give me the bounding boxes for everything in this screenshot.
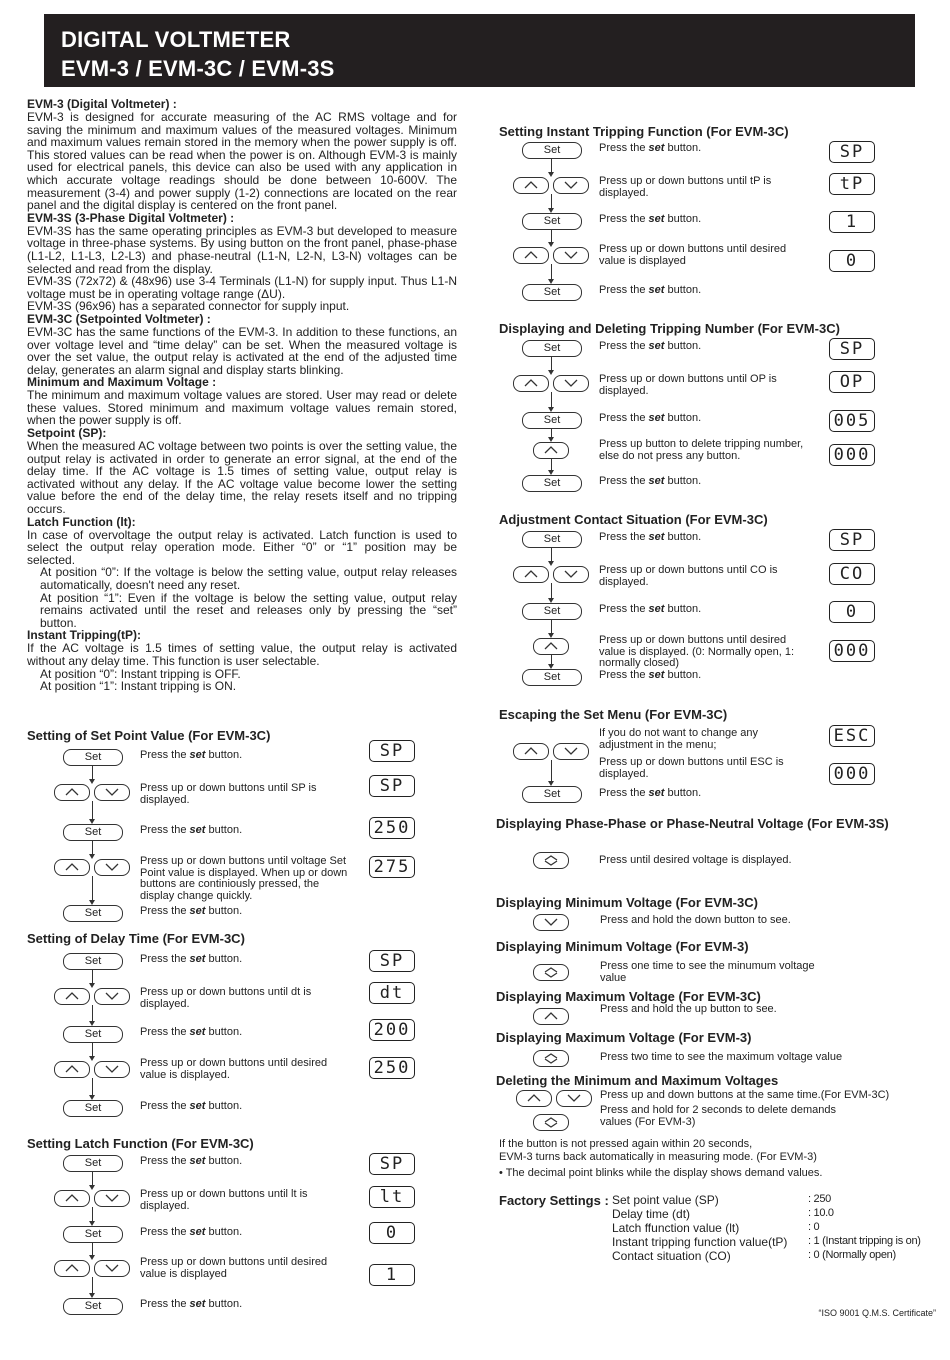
flow-line (92, 801, 93, 820)
up-down-buttons (513, 375, 589, 392)
intro-paragraph: EVM-3 is designed for accurate measuring of the AC RMS voltage and for saving the minimum and maximum values of the measured voltages. Minimum and maximum values remain stored in the memory when the power supply is off. This stored values can be read when the power is on. Although EVM-3 is mainly used for electrical panels, this device can also be used with any application in which accurate voltage readings should be done between 10-600V. The measurement (3-4) and power supply (1-2) connections are located on the rear panel and the digital display is centered on the front panel. (27, 110, 457, 213)
step-description: Press up or down buttons until voltage Set Point value is displayed. When up or down buttons are continiously pressed, the display change quickly. (140, 855, 348, 902)
set-button[interactable]: Set (63, 749, 123, 766)
up-button[interactable] (54, 1190, 90, 1207)
set-button[interactable]: Set (522, 284, 582, 301)
display-readout: SP (369, 950, 415, 972)
flow-line (551, 264, 552, 280)
section-title: Setting of Delay Time (For EVM-3C) (27, 931, 245, 946)
step-description: Press the set button. (140, 1026, 243, 1038)
chevron-up-icon (524, 746, 538, 756)
section-title: Displaying Maximum Voltage (For EVM-3) (496, 1030, 752, 1045)
up-button[interactable] (513, 566, 549, 583)
set-button[interactable]: Set (522, 603, 582, 620)
flow-line (551, 356, 552, 371)
flow-line (551, 547, 552, 562)
flow-line (92, 1042, 93, 1057)
intro-paragraph: At position “1”: Instant tripping is ON. (40, 679, 237, 694)
step-description: Press the set button. (599, 142, 702, 154)
chevron-up-icon (524, 378, 538, 388)
up-button[interactable] (513, 743, 549, 760)
display-readout: 200 (369, 1019, 415, 1041)
down-button[interactable] (553, 566, 589, 583)
section-title: Adjustment Contact Situation (For EVM-3C) (499, 512, 768, 527)
factory-setting-name: Instant tripping function value(tP) (612, 1235, 788, 1249)
step-description: Press and hold the up button to see. (600, 1003, 777, 1015)
display-readout: 000 (829, 763, 875, 785)
flow-line (92, 1277, 93, 1294)
flow-line (92, 765, 93, 780)
down-button[interactable] (94, 988, 130, 1005)
chevron-down-icon (564, 746, 578, 756)
factory-setting-value: : 0 (808, 1221, 820, 1233)
display-readout: 250 (369, 1057, 415, 1079)
step-description: Press the set button. (599, 531, 702, 543)
set-button[interactable]: Set (522, 531, 582, 548)
up-down-buttons (513, 247, 589, 264)
step-description: Press the set button. (140, 905, 243, 917)
step-description: Press the set button. (599, 475, 702, 487)
display-readout: 250 (369, 817, 415, 839)
down-button[interactable] (94, 1061, 130, 1078)
chevron-down-icon (564, 180, 578, 190)
step-description: Press up or down buttons until dt is displayed. (140, 986, 312, 1010)
step-description: If you do not want to change any adjustment in the menu; (599, 727, 759, 751)
display-readout: tP (829, 173, 875, 195)
down-button[interactable] (553, 177, 589, 194)
factory-setting-name: Contact situation (CO) (612, 1249, 731, 1263)
step-description: Press the set button. (599, 669, 702, 681)
set-button[interactable]: Set (522, 142, 582, 159)
factory-setting-value: : 0 (Normally open) (808, 1249, 896, 1261)
section-title: Displaying and Deleting Tripping Number (For EVM-3C) (499, 321, 840, 336)
down-button[interactable] (94, 1190, 130, 1207)
intro-paragraph: EVM-3S has the same operating principles as EVM-3 but developed to measure voltage in three-phase systems. By using button on the front panel, phase-phase (L1-L2, L1-L3, L2-L3) and phase-neutral (L1-N, L2-N, L3-N) voltages can be selected and read from the display. (27, 223, 457, 276)
display-readout: 005 (829, 410, 875, 432)
updown-button[interactable] (533, 1114, 569, 1131)
step-description: Press the set button. (140, 1226, 243, 1238)
step-description: Press the set button. (599, 603, 702, 615)
up-button[interactable] (516, 1090, 552, 1107)
step-description: Press up or down buttons until OP is displayed. (599, 373, 777, 397)
up-down-buttons (54, 859, 130, 876)
intro-heading: Latch Function (lt): (27, 514, 136, 529)
step-description: Press up and down buttons at the same time.(For EVM-3C) (600, 1089, 890, 1101)
up-down-buttons (513, 743, 589, 760)
intro-paragraph: If the AC voltage is 1.5 times of setting value, the output relay is activated without any delay time. This function is user selectable. (27, 641, 457, 668)
down-button[interactable] (553, 247, 589, 264)
set-button[interactable]: Set (63, 1155, 123, 1172)
step-description: Press the set button. (140, 749, 243, 761)
section-title: Setting of Set Point Value (For EVM-3C) (27, 728, 271, 743)
set-button[interactable]: Set (63, 824, 123, 841)
updown-button[interactable] (533, 964, 569, 981)
intro-paragraph: In case of overvoltage the output relay is activated. Latch function is used to select the output relay operation mode. Either “0” or “1” position may be selected. (27, 527, 457, 567)
up-button[interactable] (513, 375, 549, 392)
flow-line (551, 760, 552, 782)
step-description: Press up or down buttons until desired value is displayed (599, 243, 787, 267)
chevron-up-icon (544, 641, 558, 651)
note-3: • The decimal point blinks while the display shows demand values. (499, 1167, 823, 1179)
display-readout: SP (829, 529, 875, 551)
flow-line (551, 619, 552, 634)
intro-heading: Minimum and Maximum Voltage : (27, 375, 217, 390)
flow-line (92, 1207, 93, 1222)
up-down-buttons (54, 1061, 130, 1078)
display-readout: lt (369, 1186, 415, 1208)
up-button[interactable] (513, 247, 549, 264)
step-description: Press up or down buttons until lt is displayed. (140, 1188, 308, 1212)
display-readout: 275 (369, 856, 415, 878)
chevron-up-icon (65, 862, 79, 872)
step-description: Press the set button. (599, 340, 702, 352)
chevron-down-icon (564, 569, 578, 579)
updown-button[interactable] (533, 852, 569, 869)
intro-paragraph: At position “0”: If the voltage is below the setting value, output relay releases automatically, doesn't need any reset. (40, 565, 457, 592)
display-readout: 1 (369, 1264, 415, 1286)
note-1: If the button is not pressed again within 20 seconds, (499, 1138, 753, 1150)
flow-line (551, 583, 552, 599)
step-description: Press up or down buttons until SP is displayed. (140, 782, 317, 806)
intro-heading: Setpoint (SP): (27, 426, 107, 441)
step-description: Press one time to see the minumum voltage value (600, 960, 815, 984)
step-description: Press up or down buttons until desired value is displayed. (140, 1057, 328, 1081)
set-button[interactable]: Set (63, 953, 123, 970)
chevron-up-icon (65, 991, 79, 1001)
flow-line (551, 158, 552, 173)
display-readout: 000 (829, 640, 875, 662)
display-readout: 0 (829, 601, 875, 623)
up-down-buttons (54, 1190, 130, 1207)
intro-paragraph: The minimum and maximum voltage values are stored. User may read or delete these values. Stored minimum and maximum voltage values remain stored, when the power supply is off. (27, 388, 457, 428)
up-button[interactable] (513, 177, 549, 194)
step-description: Press the set button. (599, 213, 702, 225)
up-button[interactable] (533, 442, 569, 459)
chevron-up-icon (527, 1093, 541, 1103)
step-description: Press up or down buttons until ESC is displayed. (599, 756, 784, 780)
chevron-down-icon (544, 917, 558, 927)
section-title: Setting Instant Tripping Function (For EVM-3C) (499, 124, 789, 139)
section-title: Setting Latch Function (For EVM-3C) (27, 1136, 254, 1151)
chevron-up-icon (65, 1193, 79, 1203)
chevron-down-icon (105, 787, 119, 797)
intro-heading: Instant Tripping(tP): (27, 628, 141, 643)
chevron-up-icon (524, 250, 538, 260)
section-title: Deleting the Minimum and Maximum Voltages (496, 1073, 779, 1088)
up-down-buttons (516, 1090, 592, 1107)
step-description: Press the set button. (140, 824, 243, 836)
set-button[interactable]: Set (522, 213, 582, 230)
intro-paragraph: EVM-3C has the same functions of the EVM-3. In addition to these functions, an over voltage level and “time delay” can be set. When the measured voltage is over the set value, the output relay is activated at the end of the adjusted time delay, generates an alarm signal and display starts blinking. (27, 324, 457, 377)
flow-line (92, 840, 93, 855)
set-button[interactable]: Set (522, 669, 582, 686)
section-title: Displaying Minimum Voltage (For EVM-3C) (496, 895, 758, 910)
step-description: Press the set button. (140, 1100, 243, 1112)
section-title: Escaping the Set Menu (For EVM-3C) (499, 707, 728, 722)
set-button[interactable]: Set (63, 905, 123, 922)
intro-paragraph: At position “0”: Instant tripping is OFF. (40, 666, 241, 681)
intro-heading: EVM-3 (Digital Voltmeter) : (27, 97, 177, 111)
factory-setting-name: Set point value (SP) (612, 1193, 719, 1207)
chevron-down-icon (105, 1193, 119, 1203)
up-down-buttons (513, 177, 589, 194)
up-button[interactable] (54, 1061, 90, 1078)
up-down-buttons (54, 784, 130, 801)
factory-setting-name: Latch ffunction value (lt) (612, 1221, 740, 1235)
header-title: DIGITAL VOLTMETER (61, 27, 291, 52)
set-button[interactable]: Set (63, 1226, 123, 1243)
set-button[interactable]: Set (63, 1298, 123, 1315)
set-button[interactable]: Set (522, 475, 582, 492)
set-button[interactable]: Set (63, 1100, 123, 1117)
display-readout: 1 (829, 211, 875, 233)
up-down-buttons (54, 1260, 130, 1277)
chevron-up-icon (65, 787, 79, 797)
display-readout: CO (829, 563, 875, 585)
chevron-down-icon (564, 378, 578, 388)
chevron-up-icon (65, 1263, 79, 1273)
down-button[interactable] (94, 1260, 130, 1277)
step-description: Press up or down buttons until tP is displayed. (599, 175, 772, 199)
section-title: Displaying Minimum Voltage (For EVM-3) (496, 939, 749, 954)
up-button[interactable] (533, 638, 569, 655)
flow-line (92, 1078, 93, 1096)
down-button[interactable] (94, 859, 130, 876)
factory-setting-value: : 250 (808, 1193, 831, 1205)
factory-setting-name: Delay time (dt) (612, 1207, 691, 1221)
display-readout: SP (369, 740, 415, 762)
step-description: Press two time to see the maximum voltage value (600, 1051, 843, 1063)
iso-certificate: “ISO 9001 Q.M.S. Certificate” (818, 1308, 936, 1318)
step-description: Press and hold the down button to see. (600, 914, 791, 926)
updown-button[interactable] (533, 1050, 569, 1067)
intro-text (27, 98, 457, 693)
set-button[interactable]: Set (522, 786, 582, 803)
flow-line (551, 194, 552, 209)
set-button[interactable]: Set (522, 412, 582, 429)
down-button[interactable] (553, 743, 589, 760)
display-readout: 0 (369, 1222, 415, 1244)
intro-paragraph: EVM-3S (72x72) & (48x96) use 3-4 Terminals (L1-N) for supply input. Thus L1-N voltage must be in operating voltage range (ΔU). (27, 274, 457, 301)
flow-line (92, 1005, 93, 1022)
display-readout: dt (369, 982, 415, 1004)
step-description: Press until desired voltage is displayed. (599, 854, 792, 866)
step-description: Press the set button. (599, 787, 702, 799)
up-button[interactable] (54, 988, 90, 1005)
chevron-down-icon (105, 991, 119, 1001)
display-readout: OP (829, 371, 875, 393)
intro-paragraph: At position “1”: Even if the voltage is below the setting value, output relay remains activated until the reset and releases only by pressing the “set” button. (40, 590, 457, 630)
down-button[interactable] (533, 914, 569, 931)
step-description: Press the set button. (599, 284, 702, 296)
display-readout: 0 (829, 250, 875, 272)
flow-line (92, 1171, 93, 1186)
factory-setting-value: : 1 (Instant tripping is on) (808, 1235, 921, 1247)
chevron-down-icon (105, 1263, 119, 1273)
up-button[interactable] (54, 1260, 90, 1277)
chevron-down-icon (105, 1064, 119, 1074)
step-description: Press up or down buttons until desired value is displayed (140, 1256, 328, 1280)
chevron-down-icon (564, 250, 578, 260)
set-button[interactable]: Set (522, 340, 582, 357)
flow-line (551, 392, 552, 408)
up-down-icon (544, 967, 558, 978)
display-readout: ESC (829, 725, 875, 747)
chevron-down-icon (105, 862, 119, 872)
chevron-up-icon (544, 1011, 558, 1021)
flow-line (92, 1242, 93, 1256)
chevron-up-icon (524, 569, 538, 579)
display-readout: 000 (829, 444, 875, 466)
section-title: Displaying Phase-Phase or Phase-Neutral Voltage (For EVM-3S) (496, 816, 889, 831)
set-button[interactable]: Set (63, 1026, 123, 1043)
flow-line (92, 876, 93, 901)
page-header (44, 14, 915, 87)
display-readout: SP (369, 1153, 415, 1175)
step-description: Press the set button. (140, 1155, 243, 1167)
down-button[interactable] (556, 1090, 592, 1107)
step-description: Press and hold for 2 seconds to delete demands values (For EVM-3) (600, 1104, 837, 1128)
note-2: EVM-3 turns back automatically in measuring mode. (For EVM-3) (499, 1151, 817, 1163)
up-down-buttons (54, 988, 130, 1005)
step-description: Press the set button. (599, 412, 702, 424)
chevron-down-icon (567, 1093, 581, 1103)
down-button[interactable] (553, 375, 589, 392)
up-down-icon (544, 855, 558, 866)
intro-paragraph: When the measured AC voltage between two points is over the setting value, the output relay is activated in order to generate an error signal, at the end of the delay time. If the AC voltage is 1.5 times of setting value, output relay is activated without any delay. If the AC voltage value become lower the setting value before the end of the delay time, the relay resets itself and no tripping occurs. (27, 439, 457, 517)
factory-setting-value: : 10.0 (808, 1207, 834, 1219)
down-button[interactable] (94, 784, 130, 801)
chevron-up-icon (544, 445, 558, 455)
header-models: EVM-3 / EVM-3C / EVM-3S (61, 56, 335, 81)
up-button[interactable] (54, 784, 90, 801)
up-down-icon (544, 1053, 558, 1064)
flow-line (92, 969, 93, 984)
step-description: Press up or down buttons until CO is displayed. (599, 564, 778, 588)
up-down-icon (544, 1117, 558, 1128)
step-description: Press the set button. (140, 1298, 243, 1310)
factory-settings-title: Factory Settings : (499, 1193, 609, 1208)
step-description: Press the set button. (140, 953, 243, 965)
intro-heading: EVM-3S (3-Phase Digital Voltmeter) : (27, 210, 235, 225)
step-description: Press up or down buttons until desired value is displayed. (0: Normally open, 1: normally closed) (599, 634, 795, 669)
up-button[interactable] (54, 859, 90, 876)
chevron-up-icon (524, 180, 538, 190)
display-readout: SP (369, 775, 415, 797)
display-readout: SP (829, 141, 875, 163)
section-title: Displaying Maximum Voltage (For EVM-3C) (496, 989, 761, 1004)
up-button[interactable] (533, 1008, 569, 1025)
intro-heading: EVM-3C (Setpointed Voltmeter) : (27, 311, 211, 326)
up-down-buttons (513, 566, 589, 583)
step-description: Press up button to delete tripping number, else do not press any button. (599, 438, 804, 462)
chevron-up-icon (65, 1064, 79, 1074)
intro-paragraph: EVM-3S (96x96) has a separated connector for supply input. (27, 299, 350, 314)
display-readout: SP (829, 338, 875, 360)
flow-line (551, 229, 552, 243)
